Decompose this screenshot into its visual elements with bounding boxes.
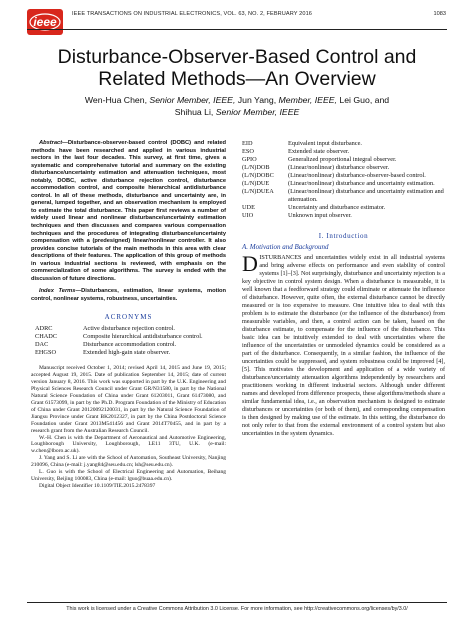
nomenclature-row: ESO Extended state observer. bbox=[242, 148, 350, 155]
header-rule bbox=[27, 29, 447, 30]
author-affiliation: J. Yang and S. Li are with the School of Automation, Southeast University, Nanjing 210096, China (e-mail: j.yang84@seu.edu.cn; lsh@seu.edu.cn). bbox=[31, 455, 226, 469]
subsection-heading: A. Motivation and Background bbox=[242, 243, 329, 251]
abstract bbox=[31, 140, 226, 283]
abstract-lead: Abstract bbox=[39, 140, 63, 146]
index-terms-lead: Index Terms bbox=[39, 288, 76, 295]
nomenclature-row: EID Equivalent input disturbance. bbox=[242, 140, 362, 147]
nomenclature-row: (L/N)DUEA (Linear/nonlinear) disturbance and uncertainty estimation and attenuation. bbox=[242, 188, 444, 203]
author-affiliation: W.-H. Chen is with the Department of Aeronautical and Automotive Engineering, Loughborough University, Loughborough, LE11 3TU, U.K. (e-mail: w.chen@lboro.ac.uk). bbox=[31, 434, 226, 455]
section-heading: I. Introduction bbox=[318, 232, 369, 240]
acronym-row: CHADC Composite hierarchical antidisturbance control. bbox=[35, 333, 203, 341]
license-footer: This work is licensed under a Creative Commons Attribution 3.0 License. For more information, see http://creativecommons.org/licenses/by/3.0/ bbox=[66, 606, 408, 612]
svg-text:ieee: ieee bbox=[33, 15, 57, 29]
index-terms bbox=[31, 288, 226, 303]
drop-cap: D bbox=[242, 251, 258, 276]
first-word: ISTURBANCES bbox=[259, 255, 302, 261]
doi: Digital Object Identifier 10.1109/TIE.2015.2478397 bbox=[39, 482, 156, 489]
nomenclature-row: UDE Uncertainty and disturbance estimator. bbox=[242, 204, 386, 211]
acronym-row: DAC Disturbance accommodation control. bbox=[35, 341, 177, 349]
introduction-text: and uncertainties widely exist in all industrial systems and bring adverse effects on performance and even stability of control systems [1]–[3]. Not surprisingly, disturbance and uncertainty rejection is a key objective in control system design. When a disturbance is measurable, it is well known that a feedforward strategy could eliminate or attenuate the influence of disturbance. However, quite often, the external disturbance cannot be directly measured or is too expensive to measure. One intuitive idea to deal with this problem is to estimate the disturbance (or the influence of the disturbance) from measurable variables, and then, a control action can be taken, based on the disturbance estimate, to compensate for the influence of the disturbance. This basic idea can be intuitively extended to deal with uncertainties where the influence of the uncertainties or unmodeled dynamics could be considered as a part of the disturbance. Consequently, in a similar fashion, the influence of the uncertainties could be suppressed, and system robustness could be improved [4], [5]. This motivates the development and application of a wide variety of disturbance/uncertainty attenuation algorithms independently by researchers and practitioners working in different industrial sectors. Although under different names and developed from difference prospects, these algorithms/methods share a similar fundamental idea, i.e., an observation mechanism is designed to estimate disturbances or uncertainties (or both of them), and corresponding compensation is then designed by making use of the estimate. In this setting, the disturbance do not only refer to that from the external environment of a control system but also uncertainties in the system dynamics. bbox=[242, 255, 445, 437]
nomenclature-row: UIO Unknown input observer. bbox=[242, 212, 352, 219]
nomenclature-row: (L/N)DUE (Linear/nonlinear) disturbance and uncertainty estimation. bbox=[242, 180, 435, 187]
nomenclature-row: (L/N)DOB (Linear/nonlinear) disturbance observer. bbox=[242, 164, 390, 171]
acronyms-table bbox=[31, 325, 226, 357]
author-list bbox=[40, 95, 434, 118]
acronyms-heading: ACRONYMS bbox=[104, 313, 153, 322]
author-line-1: Wen-Hua Chen, Senior Member, IEEE, Jun Yang, Member, IEEE, Lei Guo, and bbox=[84, 95, 390, 105]
nomenclature-row: GPIO Generalized proportional integral observer. bbox=[242, 156, 397, 163]
acronym-row: ADRC Active disturbance rejection control. bbox=[35, 325, 175, 333]
acronym-row: EHGSO Extended high-gain state observer. bbox=[35, 349, 171, 357]
nomenclature-row: (L/N)DOBC (Linear/nonlinear) disturbance-observer-based control. bbox=[242, 172, 426, 179]
manuscript-note bbox=[31, 365, 226, 489]
author-affiliation: L. Guo is with the School of Electrical Engineering and Automation, Beihang University, Beijing 100083, China (e-mail: lguo@buaa.edu.cn). bbox=[31, 469, 226, 482]
footer-rule bbox=[27, 602, 447, 603]
journal-header: IEEE TRANSACTIONS ON INDUSTRIAL ELECTRONICS, VOL. 63, NO. 2, FEBRUARY 2016 bbox=[72, 11, 313, 17]
left-column bbox=[31, 140, 226, 490]
title-line-2: Related Methods—An Overview bbox=[98, 68, 376, 90]
index-terms-text: —Disturbances, estimation, linear systems, motion control, nonlinear systems, robustness, uncertainties. bbox=[31, 288, 226, 302]
author-line-2: Shihua Li, Senior Member, IEEE bbox=[174, 106, 300, 117]
introduction-body bbox=[242, 251, 445, 438]
ieee-logo-icon bbox=[27, 9, 63, 35]
nomenclature-list bbox=[242, 140, 445, 220]
manuscript-received: Manuscript received October 1, 2014; revised April 14, 2015 and June 19, 2015; accepted August 19, 2015. Date of publication September 14, 2015; date of current version January 8, 2016. This work was supported in part by the U.K. Engineering and Physical Sciences Research Council under Grant GR/N31580, in part by the National Natural Science Foundation of China under Grant 61203011, Grant 61473080, and Grant 61573099, in part by the Ph.D. Program Foundation of the Ministry of Education of China under Grant 20120092120031, in part by the Natural Science Foundation of Jiangsu Province under Grant BK2012327, in part by the China Postdoctoral Science Foundation under Grant 2013M541456 and Grant 2014T70455, and in part by a research grant from the Australian Research Council. bbox=[31, 365, 226, 434]
title-line-1: Disturbance-Observer-Based Control and bbox=[57, 46, 417, 68]
page-number: 1083 bbox=[433, 11, 446, 17]
abstract-text: —Disturbance-observer-based control (DOBC) and related methods have been researched and applied in various industrial sectors in the last four decades. This survey, at first time, gives a systematic and comprehensive tutorial and summary on the existing disturbance/uncertainty estimation and attenuation techniques, most notably, DOBC, active disturbance rejection control, disturbance accommodation control, and composite hierarchical antidisturbance control. In all of these methods, disturbance and uncertainty are, in general, lumped together, and an observation mechanism is employed to estimate the total disturbance. This paper first reviews a number of widely used linear and nonlinear disturbance/uncertainty estimation techniques and then discusses and compares various compensation techniques and the procedures of integrating disturbance/uncertainty compensation with a (predesigned) linear/nonlinear controller. It also provides concise tutorials of the main methods in this area with clear descriptions of their features. The application of this group of methods in various industrial sections is reviewed, with emphasis on the commercialization of some algorithms. The survey is ended with the discussion of future directions. bbox=[31, 140, 226, 282]
right-column bbox=[242, 140, 445, 438]
paper-title bbox=[40, 46, 434, 90]
